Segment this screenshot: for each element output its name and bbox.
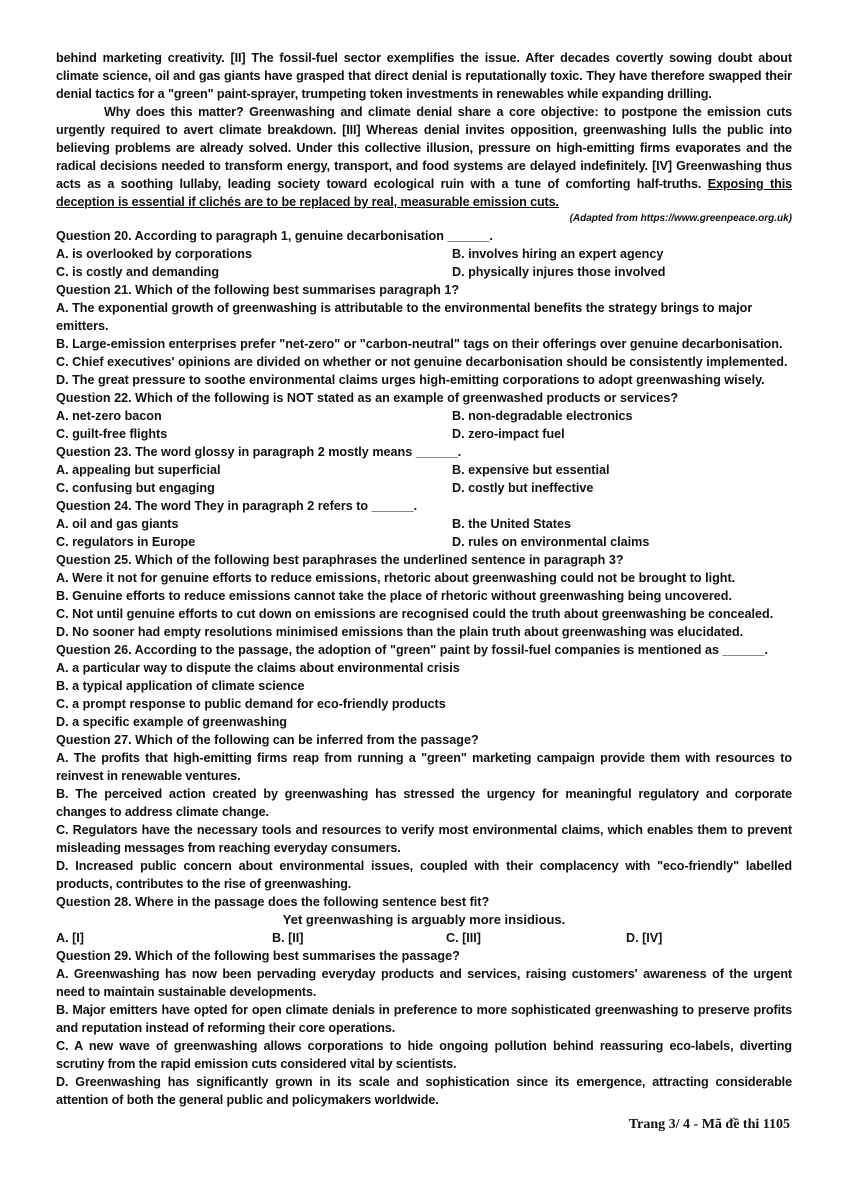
option-a[interactable]: A. Greenwashing has now been pervading everyday products and services, raising customers' awareness of the urgent need to maintain sustainable developments. [56, 967, 792, 999]
option-b[interactable]: B. a typical application of climate science [56, 679, 305, 693]
source-citation: (Adapted from https://www.greenpeace.org.uk) [569, 213, 792, 224]
option-d[interactable]: D. costly but ineffective [452, 481, 594, 495]
option-a[interactable]: A. oil and gas giants [56, 517, 179, 531]
option-b[interactable]: B. the United States [452, 517, 571, 531]
option-c[interactable]: C. is costly and demanding [56, 265, 220, 279]
question-stem: Question 26. According to the passage, the adoption of "green" paint by fossil-fuel companies is mentioned as ______. [56, 643, 768, 657]
option-c[interactable]: C. Chief executives' opinions are divided on whether or not genuine decarbonisation should be consistently implemented. [56, 355, 788, 369]
question-stem: Question 21. Which of the following best summarises paragraph 1? [56, 283, 460, 297]
option-b[interactable]: B. expensive but essential [452, 463, 610, 477]
option-d[interactable]: D. The great pressure to soothe environmental claims urges high-emitting corporations to adopt greenwashing wisely. [56, 373, 765, 387]
option-c[interactable]: C. A new wave of greenwashing allows corporations to hide ongoing pollution behind reassuring eco-labels, diverting scrutiny from the rapid emission cuts considered vital by scientists. [56, 1039, 792, 1071]
option-d[interactable]: D. a specific example of greenwashing [56, 715, 287, 729]
options-grid [56, 407, 792, 443]
options-grid [56, 461, 792, 497]
option-d[interactable]: D. rules on environmental claims [452, 535, 650, 549]
option-d[interactable]: D. zero-impact fuel [452, 427, 565, 441]
options-grid [56, 515, 792, 551]
option-c[interactable]: C. [III] [446, 931, 481, 945]
option-c[interactable]: C. a prompt response to public demand for eco-friendly products [56, 697, 446, 711]
options-grid [56, 245, 792, 281]
passage-paragraph: behind marketing creativity. [II] The fossil-fuel sector exemplifies the issue. After decades covertly sowing doubt about climate science, oil and gas giants have grasped that direct denial is reputationally toxic. They have therefore swapped their denial tactics for a "green" paint-sprayer, trumpeting token investments in renewables while expanding drilling. [56, 51, 792, 101]
options-grid [56, 929, 792, 947]
question-stem: Question 24. The word They in paragraph 2 refers to ______. [56, 499, 418, 513]
question-stem: Question 28. Where in the passage does the following sentence best fit? [56, 895, 490, 909]
passage-paragraph [56, 103, 792, 211]
question-stem: Question 25. Which of the following best paraphrases the underlined sentence in paragraph 3? [56, 553, 624, 567]
option-c[interactable]: C. guilt-free flights [56, 427, 168, 441]
option-b[interactable]: B. Genuine efforts to reduce emissions cannot take the place of rhetoric without greenwashing being uncovered. [56, 589, 732, 603]
option-a[interactable]: A. The profits that high-emitting firms reap from running a "green" marketing campaign provide them with resources to reinvest in renewable ventures. [56, 751, 792, 783]
option-a[interactable]: A. The exponential growth of greenwashing is attributable to the environmental benefits the strategy brings to major emitters. [56, 301, 753, 333]
exam-page [56, 49, 792, 1109]
option-b[interactable]: B. [II] [272, 931, 304, 945]
option-c[interactable]: C. confusing but engaging [56, 481, 215, 495]
option-d[interactable]: D. Increased public concern about environmental issues, coupled with their complacency with "eco-friendly" labelled products, contributes to the rise of greenwashing. [56, 859, 792, 891]
option-a[interactable]: A. a particular way to dispute the claims about environmental crisis [56, 661, 460, 675]
option-b[interactable]: B. Major emitters have opted for open climate denials in preference to more sophisticated greenwashing to preserve profits and reputation instead of reforming their core operations. [56, 1003, 792, 1035]
option-d[interactable]: D. [IV] [626, 931, 663, 945]
option-d[interactable]: D. No sooner had empty resolutions minimised emissions than the plain truth about greenwashing was elucidated. [56, 625, 744, 639]
option-b[interactable]: B. non-degradable electronics [452, 409, 633, 423]
option-a[interactable]: A. net-zero bacon [56, 409, 162, 423]
option-d[interactable]: D. physically injures those involved [452, 265, 666, 279]
question-stem: Question 20. According to paragraph 1, genuine decarbonisation ______. [56, 229, 493, 243]
option-a[interactable]: A. [I] [56, 931, 84, 945]
question-stem: Question 29. Which of the following best summarises the passage? [56, 949, 460, 963]
option-c[interactable]: C. regulators in Europe [56, 535, 196, 549]
underlined-sentence: Exposing this deception is essential if clichés are to be replaced by real, measurable emission cuts. [56, 177, 792, 209]
option-b[interactable]: B. Large-emission enterprises prefer "net-zero" or "carbon-neutral" tags on their offerings over genuine decarbonisation. [56, 337, 783, 351]
option-b[interactable]: B. involves hiring an expert agency [452, 247, 664, 261]
option-c[interactable]: C. Not until genuine efforts to cut down on emissions are recognised could the truth about greenwashing be concealed. [56, 607, 774, 621]
option-c[interactable]: C. Regulators have the necessary tools and resources to verify most environmental claims, which enables them to prevent misleading messages from reaching everyday consumers. [56, 823, 792, 855]
option-d[interactable]: D. Greenwashing has significantly grown in its scale and sophistication since its emergence, attracting considerable attention of both the general public and policymakers worldwide. [56, 1075, 792, 1107]
option-b[interactable]: B. The perceived action created by greenwashing has stressed the urgency for meaningful regulatory and corporate changes to address climate change. [56, 787, 792, 819]
passage-text: Why does this matter? Greenwashing and climate denial share a core objective: to postpone the emission cuts urgently required to avert climate breakdown. [III] Whereas denial invites opposition, greenwashing lulls the public into believing problems are already solved. Under this collective illusion, pressure on high-emitting firms evaporates and the radical decisions needed to transform energy, transport, and food systems are delayed indefinitely. [IV] Greenwashing thus acts as a soothing lullaby, leading society toward ecological ruin with a tune of comforting half-truths. [56, 105, 792, 191]
question-stem: Question 27. Which of the following can be inferred from the passage? [56, 733, 479, 747]
question-stem: Question 23. The word glossy in paragraph 2 mostly means ______. [56, 445, 462, 459]
option-a[interactable]: A. Were it not for genuine efforts to reduce emissions, rhetoric about greenwashing could not be brought to light. [56, 571, 736, 585]
option-a[interactable]: A. is overlooked by corporations [56, 247, 252, 261]
page-footer: Trang 3/ 4 - Mã đề thi 1105 [628, 1117, 790, 1132]
option-a[interactable]: A. appealing but superficial [56, 463, 221, 477]
insert-sentence: Yet greenwashing is arguably more insidious. [282, 912, 566, 927]
question-stem: Question 22. Which of the following is NOT stated as an example of greenwashed products or services? [56, 391, 679, 405]
